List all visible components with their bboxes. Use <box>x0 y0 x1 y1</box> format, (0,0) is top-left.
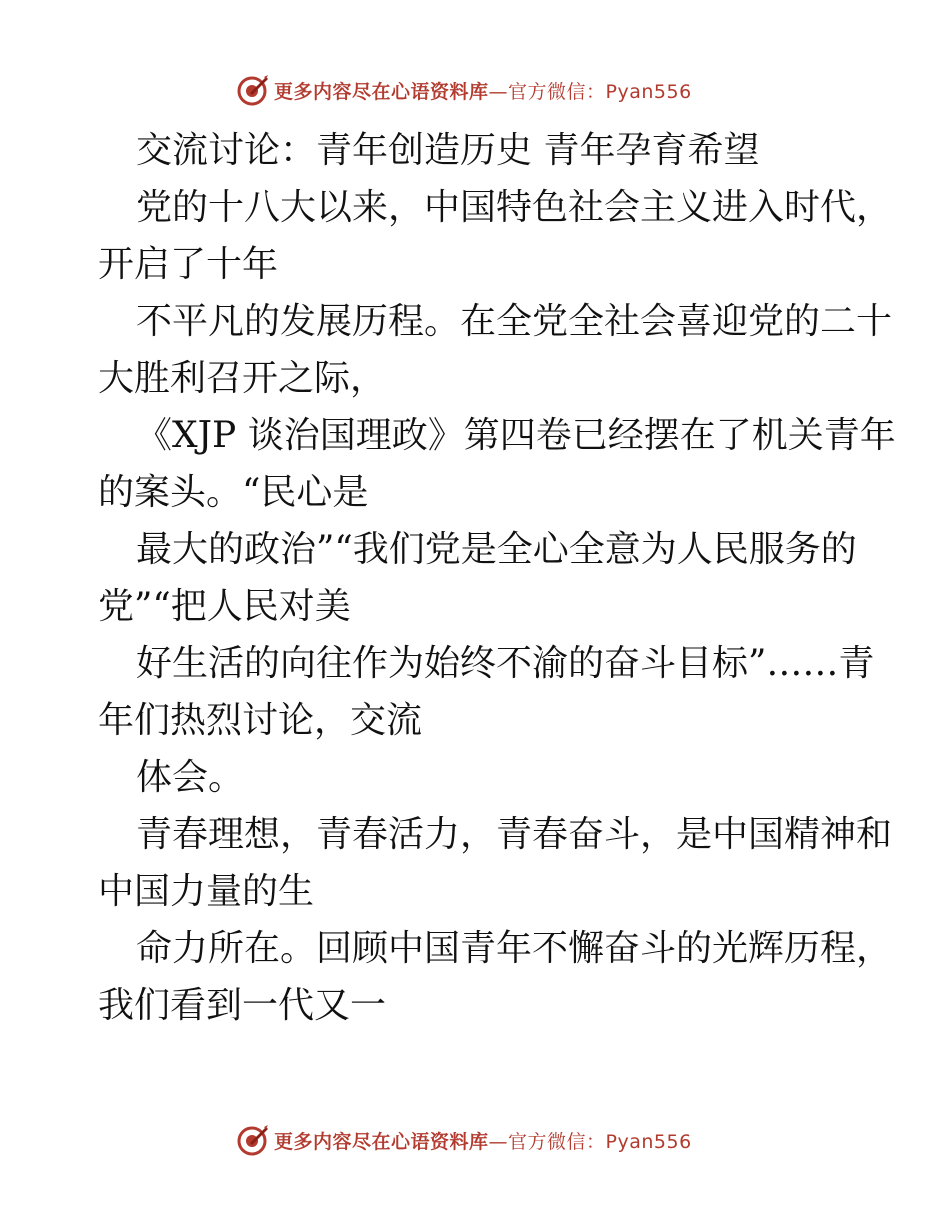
text-line: 党”“把人民对美 <box>98 586 351 627</box>
document-body <box>98 122 896 1034</box>
footer-banner <box>236 1122 692 1158</box>
pen-logo-icon <box>236 73 270 107</box>
text-line: 命力所在。回顾中国青年不懈奋斗的光辉历程， <box>136 928 893 969</box>
header-banner-main: 更多内容尽在心语资料库 <box>274 80 489 103</box>
footer-banner-suffix: 官方微信：Pyan556 <box>508 1130 692 1153</box>
footer-banner-main: 更多内容尽在心语资料库 <box>274 1130 489 1153</box>
text-line: 我们看到一代又一 <box>98 985 387 1026</box>
text-line: 开启了十年 <box>98 244 279 285</box>
text-line: 党的十八大以来，中国特色社会主义进入时代， <box>136 187 893 228</box>
text-line: 最大的政治”“我们党是全心全意为人民服务的 <box>136 529 857 570</box>
text-line: 的案头。“民心是 <box>98 472 369 513</box>
footer-banner-text <box>274 1127 692 1154</box>
text-line: 体会。 <box>136 757 245 798</box>
footer-banner-dash: — <box>488 1130 509 1153</box>
text-line: 青春理想，青春活力，青春奋斗，是中国精神和 <box>136 814 893 855</box>
text-line: 大胜利召开之际， <box>98 358 387 399</box>
text-line: 不平凡的发展历程。在全党全社会喜迎党的二十 <box>136 301 893 342</box>
pen-logo-icon <box>236 1123 270 1157</box>
header-banner-suffix: 官方微信：Pyan556 <box>508 80 692 103</box>
header-banner-dash: — <box>488 80 509 103</box>
text-line: 《XJP 谈治国理政》第四卷已经摆在了机关青年 <box>136 415 896 456</box>
text-line: 年们热烈讨论，交流 <box>98 700 423 741</box>
text-line: 中国力量的生 <box>98 871 315 912</box>
header-banner <box>236 72 692 108</box>
text-line: 好生活的向往作为始终不渝的奋斗目标”……青 <box>136 643 875 684</box>
header-banner-text <box>274 77 692 104</box>
document-title: 交流讨论：青年创造历史 青年孕育希望 <box>136 130 760 171</box>
